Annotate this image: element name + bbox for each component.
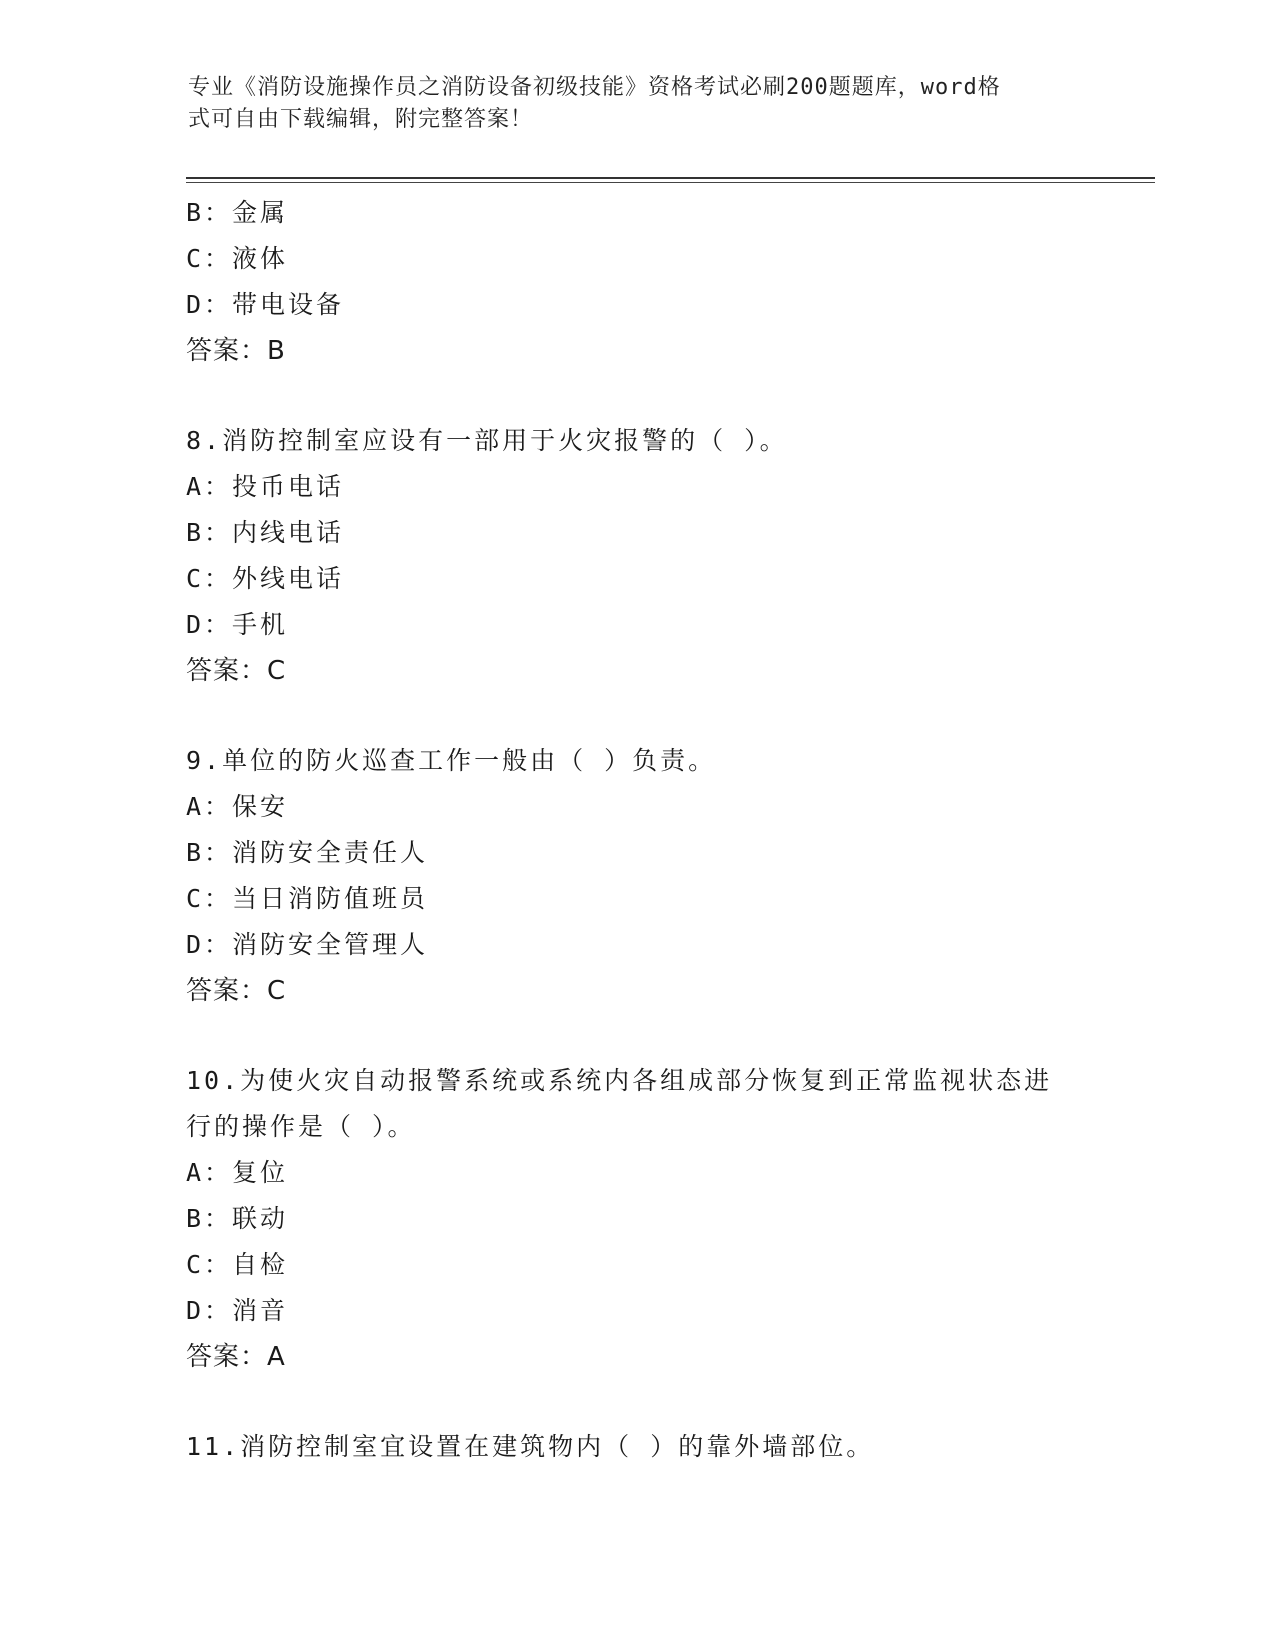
- option-a: A：复位: [186, 1158, 289, 1187]
- question-list: [186, 190, 1086, 1470]
- option-d: D：消音: [186, 1296, 289, 1325]
- header-rule-thin: [186, 182, 1155, 183]
- question-block-9: [186, 738, 1086, 1014]
- option-b: B：消防安全责任人: [186, 838, 429, 867]
- option-d: D：消防安全管理人: [186, 930, 429, 959]
- header-rule-thick: [186, 177, 1155, 179]
- answer-line: 答案：C: [186, 976, 287, 1006]
- option-c: C：自检: [186, 1250, 289, 1279]
- option-b: B：内线电话: [186, 518, 345, 547]
- answer-line: 答案：C: [186, 656, 287, 686]
- option-c: C：液体: [186, 244, 289, 273]
- option-b: B：金属: [186, 198, 289, 227]
- question-text: 8.消防控制室应设有一部用于火灾报警的（ ）。: [186, 426, 788, 455]
- question-text: 9.单位的防火巡查工作一般由（ ）负责。: [186, 746, 717, 775]
- question-block-11: [186, 1424, 1086, 1470]
- header-line-1: 专业《消防设施操作员之消防设备初级技能》资格考试必刷200题题库，word格: [188, 75, 1001, 100]
- header-line-2: 式可自由下载编辑，附完整答案！: [188, 107, 534, 132]
- question-text-line-2: 行的操作是（ ）。: [186, 1112, 416, 1141]
- option-c: C：当日消防值班员: [186, 884, 429, 913]
- option-a: A：投币电话: [186, 472, 345, 501]
- question-block-10: [186, 1058, 1086, 1380]
- document-header: [188, 72, 1068, 136]
- option-a: A：保安: [186, 792, 289, 821]
- option-d: D：带电设备: [186, 290, 345, 319]
- option-c: C：外线电话: [186, 564, 345, 593]
- question-block-8: [186, 418, 1086, 694]
- question-text: 11.消防控制室宜设置在建筑物内（ ）的靠外墙部位。: [186, 1432, 875, 1461]
- option-b: B：联动: [186, 1204, 289, 1233]
- question-block-7-partial: [186, 190, 1086, 374]
- answer-line: 答案：B: [186, 336, 286, 366]
- answer-line: 答案：A: [186, 1342, 286, 1372]
- question-text-line-1: 10.为使火灾自动报警系统或系统内各组成部分恢复到正常监视状态进: [186, 1066, 1053, 1095]
- option-d: D：手机: [186, 610, 289, 639]
